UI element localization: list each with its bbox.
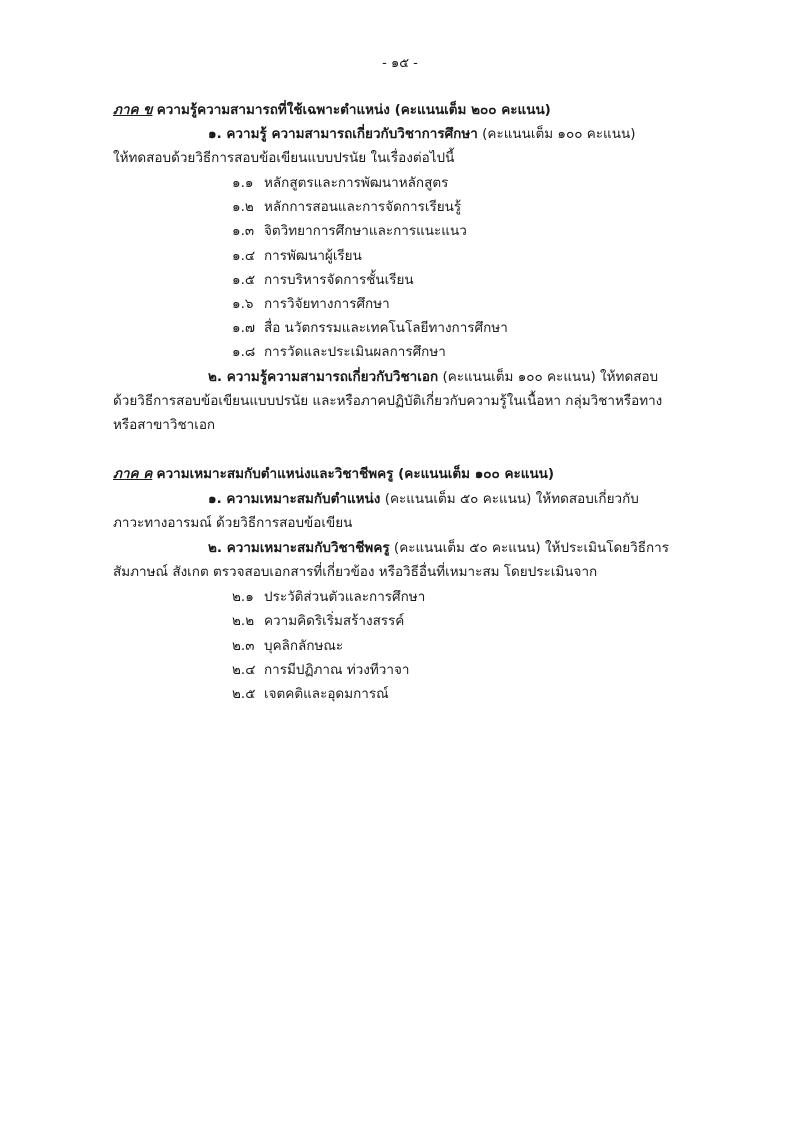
- c-part2-score: (คะแนนเต็ม ๕๐ คะแนน) ให้ประเมินโดยวิธีการ: [393, 540, 670, 556]
- list-item: ๑.๓ จิตวิทยาการศึกษาและการแนะแนว: [232, 223, 467, 239]
- part2-line3: หรือสาขาวิชาเอก: [113, 417, 216, 433]
- list-item: ๒.๕ เจตคติและอุดมการณ์: [232, 686, 389, 702]
- list-item: ๒.๒ ความคิดริเริ่มสร้างสรรค์: [232, 613, 405, 629]
- section-c-part2: [208, 538, 669, 558]
- part1-score: (คะแนนเต็ม ๑๐๐ คะแนน): [482, 126, 636, 142]
- part2-heading: ๒. ความรู้ความสามารถเกี่ยวกับวิชาเอก: [208, 369, 439, 385]
- c-part1-heading: ๑. ความเหมาะสมกับตำแหน่ง: [208, 491, 381, 507]
- list-item: ๒.๓ บุคลิกลักษณะ: [232, 638, 344, 654]
- section-b-part1: [208, 124, 635, 144]
- c-part2-line2: สัมภาษณ์ สังเกต ตรวจสอบเอกสารที่เกี่ยวข้อง หรือวิธีอื่นที่เหมาะสม โดยประเมินจาก: [113, 564, 598, 580]
- list-item: ๑.๑ หลักสูตรและการพัฒนาหลักสูตร: [232, 175, 449, 191]
- list-item: ๑.๔ การพัฒนาผู้เรียน: [232, 248, 362, 264]
- list-item: ๒.๔ การมีปฏิภาณ ท่วงทีวาจา: [232, 662, 410, 678]
- list-item: ๑.๕ การบริหารจัดการชั้นเรียน: [232, 272, 414, 288]
- c-part1-line2: ภาวะทางอารมณ์ ด้วยวิธีการสอบข้อเขียน: [113, 515, 353, 531]
- section-c-title: ความเหมาะสมกับตำแหน่งและวิชาชีพครู (คะแนนเต็ม ๑๐๐ คะแนน): [156, 466, 555, 482]
- part1-heading: ๑. ความรู้ ความสามารถเกี่ยวกับวิชาการศึกษา: [208, 126, 478, 142]
- c-part1-score: (คะแนนเต็ม ๕๐ คะแนน) ให้ทดสอบเกี่ยวกับ: [384, 491, 639, 507]
- section-c-part1: [208, 489, 639, 509]
- list-item: ๑.๖ การวิจัยทางการศึกษา: [232, 296, 390, 312]
- section-c-label: ภาค ค: [113, 466, 153, 482]
- c-part2-heading: ๒. ความเหมาะสมกับวิชาชีพครู: [208, 540, 390, 556]
- section-b-part2: [208, 367, 658, 387]
- list-item: ๑.๗ สื่อ นวัตกรรมและเทคโนโลยีทางการศึกษา: [232, 320, 508, 336]
- list-item: ๑.๒ หลักการสอนและการจัดการเรียนรู้: [232, 199, 462, 215]
- section-b-label: ภาค ข: [113, 102, 153, 118]
- list-item: ๒.๑ ประวัติส่วนตัวและการศึกษา: [232, 589, 426, 605]
- list-item: ๑.๘ การวัดและประเมินผลการศึกษา: [232, 344, 446, 360]
- section-b-heading: [113, 100, 551, 120]
- part1-desc: ให้ทดสอบด้วยวิธีการสอบข้อเขียนแบบปรนัย ในเรื่องต่อไปนี้: [113, 150, 455, 166]
- part2-line2: ด้วยวิธีการสอบข้อเขียนแบบปรนัย และหรือภาคปฏิบัติเกี่ยวกับความรู้ในเนื้อหา กลุ่มวิชาหรือทาง: [113, 393, 663, 409]
- section-c-heading: [113, 464, 554, 484]
- section-b-title: ความรู้ความสามารถที่ใช้เฉพาะตำแหน่ง (คะแนนเต็ม ๒๐๐ คะแนน): [156, 102, 551, 118]
- page-number: - ๑๕ -: [382, 56, 418, 71]
- part2-score: (คะแนนเต็ม ๑๐๐ คะแนน) ให้ทดสอบ: [442, 369, 659, 385]
